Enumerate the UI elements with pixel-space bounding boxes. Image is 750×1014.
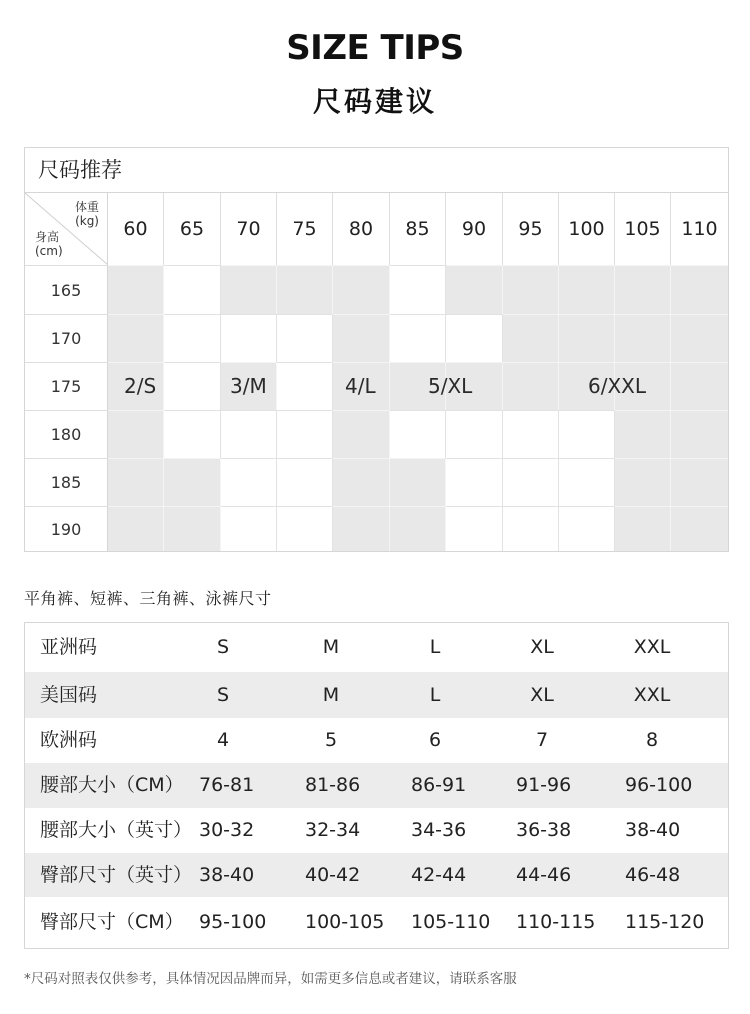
size-table-cell: L [429, 636, 441, 658]
weight-header-cell: 85 [390, 193, 446, 265]
height-row-label: 180 [25, 410, 108, 458]
grid-cell [277, 314, 333, 362]
size-table-cell: 42-44 [411, 864, 467, 886]
weight-header-cell: 70 [221, 193, 277, 265]
size-recommendation-label: 3/M [230, 374, 267, 398]
size-table-cell: 38-40 [199, 864, 255, 886]
grid-cell [671, 362, 728, 410]
size-table-cell: 86-91 [411, 774, 467, 796]
grid-cell [503, 362, 559, 410]
grid-cell [277, 410, 333, 458]
size-table-row-label: 臀部尺寸（CM） [40, 911, 184, 933]
grid-cell [503, 506, 559, 551]
grid-cell [615, 265, 671, 314]
weight-header-cell: 95 [503, 193, 559, 265]
size-conversion-table [24, 622, 729, 949]
grid-cell [108, 314, 164, 362]
size-table-row [25, 897, 728, 948]
size-recommendation-grid [24, 147, 729, 552]
size-table-cell: 5 [324, 729, 338, 751]
height-row-label: 165 [25, 265, 108, 314]
footnote: *尺码对照表仅供参考，具体情况因品牌而异，如需更多信息或者建议，请联系客服 [24, 971, 517, 987]
size-table-row [25, 808, 728, 853]
grid-cell [615, 410, 671, 458]
size-table-cell: S [216, 636, 230, 658]
grid-cell [390, 265, 446, 314]
size-table-cell: 4 [216, 729, 230, 751]
grid-cell [446, 458, 503, 506]
grid-cell [221, 506, 277, 551]
grid-cell [333, 506, 390, 551]
grid-cell [446, 410, 503, 458]
weight-axis-unit: (kg) [75, 214, 99, 228]
grid-cell [221, 314, 277, 362]
size-recommendation-label: 5/XL [428, 374, 473, 398]
size-table-cell: S [216, 684, 230, 706]
size-table-cell: 100-105 [305, 911, 385, 933]
size-table-cell: 36-38 [516, 819, 572, 841]
height-row-label: 185 [25, 458, 108, 506]
grid-cell [615, 314, 671, 362]
grid-cell [671, 458, 728, 506]
size-table-cell: 38-40 [625, 819, 681, 841]
weight-header-cell: 75 [277, 193, 333, 265]
size-table-cell: 40-42 [305, 864, 361, 886]
grid-cell [108, 265, 164, 314]
size-table-cell: L [429, 684, 441, 706]
size-table-row [25, 623, 728, 672]
weight-header-cell: 105 [615, 193, 671, 265]
grid-cell [108, 506, 164, 551]
weight-axis-label: 体重 [74, 200, 99, 214]
size-recommendation-label: 2/S [124, 374, 157, 398]
size-table-cell: 6 [428, 729, 442, 751]
size-table-cell: 115-120 [625, 911, 705, 933]
grid-cell [559, 458, 615, 506]
grid-cell [671, 314, 728, 362]
size-table-row-label: 美国码 [40, 684, 98, 706]
grid-cell [503, 410, 559, 458]
grid-cell [559, 410, 615, 458]
grid-cell [559, 265, 615, 314]
height-row-label: 170 [25, 314, 108, 362]
size-table-cell: 30-32 [199, 819, 255, 841]
size-table-row-label: 腰部大小（CM） [40, 774, 184, 796]
weight-header-cell: 65 [164, 193, 221, 265]
grid-cell [221, 410, 277, 458]
size-table-cell: M [322, 636, 340, 658]
size-recommendation-label: 4/L [345, 374, 376, 398]
grid-cell [164, 458, 221, 506]
size-table-cell: 81-86 [305, 774, 361, 796]
weight-header-cell: 60 [108, 193, 164, 265]
size-table-row [25, 672, 728, 718]
grid-cell [390, 410, 446, 458]
grid-cell [277, 265, 333, 314]
size-table-row-label: 臀部尺寸（英寸） [40, 864, 193, 886]
size-table-cell: 91-96 [516, 774, 572, 796]
size-table-cell: 105-110 [411, 911, 491, 933]
grid-cell [503, 314, 559, 362]
grid-cell [164, 265, 221, 314]
grid-cell [615, 506, 671, 551]
size-table-cell: XXL [633, 684, 671, 706]
size-table-cell: 110-115 [516, 911, 596, 933]
grid-cell [390, 314, 446, 362]
size-table-cell: 76-81 [199, 774, 255, 796]
grid-cell [390, 458, 446, 506]
height-axis-unit: (cm) [35, 244, 63, 258]
size-table-cell: 46-48 [625, 864, 681, 886]
weight-header-cell: 100 [559, 193, 615, 265]
grid-cell [333, 314, 390, 362]
size-table-cell: 95-100 [199, 911, 267, 933]
size-recommendation-label: 6/XXL [588, 374, 647, 398]
grid-cell [277, 362, 333, 410]
weight-header-cell: 90 [446, 193, 503, 265]
grid-cell [503, 265, 559, 314]
page-subtitle: 尺码建议 [312, 85, 437, 118]
grid-cell [333, 458, 390, 506]
corner-header-cell [25, 193, 108, 265]
grid-cell [108, 410, 164, 458]
grid-title: 尺码推荐 [25, 148, 728, 193]
grid-cell [559, 314, 615, 362]
height-axis-label: 身高 [35, 230, 60, 244]
size-table-cell: 96-100 [625, 774, 693, 796]
size-table-cell: 32-34 [305, 819, 361, 841]
section-title: 平角裤、短裤、三角裤、泳裤尺寸 [24, 589, 272, 608]
size-table-cell: XL [530, 636, 554, 658]
size-table-row [25, 853, 728, 897]
grid-cell [446, 506, 503, 551]
size-table-row-label: 亚洲码 [40, 636, 98, 658]
weight-header-row [25, 193, 728, 265]
grid-cell [615, 458, 671, 506]
grid-cell [221, 458, 277, 506]
height-row-label: 190 [25, 506, 108, 551]
size-table-row-label: 欧洲码 [40, 729, 98, 751]
grid-cell [671, 410, 728, 458]
grid-cell [221, 265, 277, 314]
grid-cell [277, 506, 333, 551]
grid-cell [277, 458, 333, 506]
grid-cell [333, 410, 390, 458]
size-table-row [25, 718, 728, 763]
grid-cell [164, 314, 221, 362]
grid-cell [108, 458, 164, 506]
grid-cell [446, 265, 503, 314]
grid-cell [503, 458, 559, 506]
weight-header-cell: 110 [681, 218, 718, 240]
grid-cell [446, 314, 503, 362]
size-table-cell: 44-46 [516, 864, 572, 886]
grid-cell [164, 506, 221, 551]
grid-cell [164, 362, 221, 410]
size-table-cell: 8 [645, 729, 659, 751]
size-table-cell: M [322, 684, 340, 706]
page-title: SIZE TIPS [286, 28, 464, 68]
size-table-row [25, 763, 728, 808]
height-row-label: 175 [25, 362, 108, 410]
size-table-row-label: 腰部大小（英寸） [40, 819, 193, 841]
grid-cell [671, 506, 728, 551]
grid-cell [333, 265, 390, 314]
weight-header-cell: 80 [333, 193, 390, 265]
grid-cell [164, 410, 221, 458]
grid-cell [671, 265, 728, 314]
size-table-cell: XXL [633, 636, 671, 658]
size-table-cell: XL [530, 684, 554, 706]
grid-cell [559, 506, 615, 551]
grid-cell [390, 506, 446, 551]
size-table-cell: 34-36 [411, 819, 467, 841]
size-table-cell: 7 [535, 729, 549, 751]
